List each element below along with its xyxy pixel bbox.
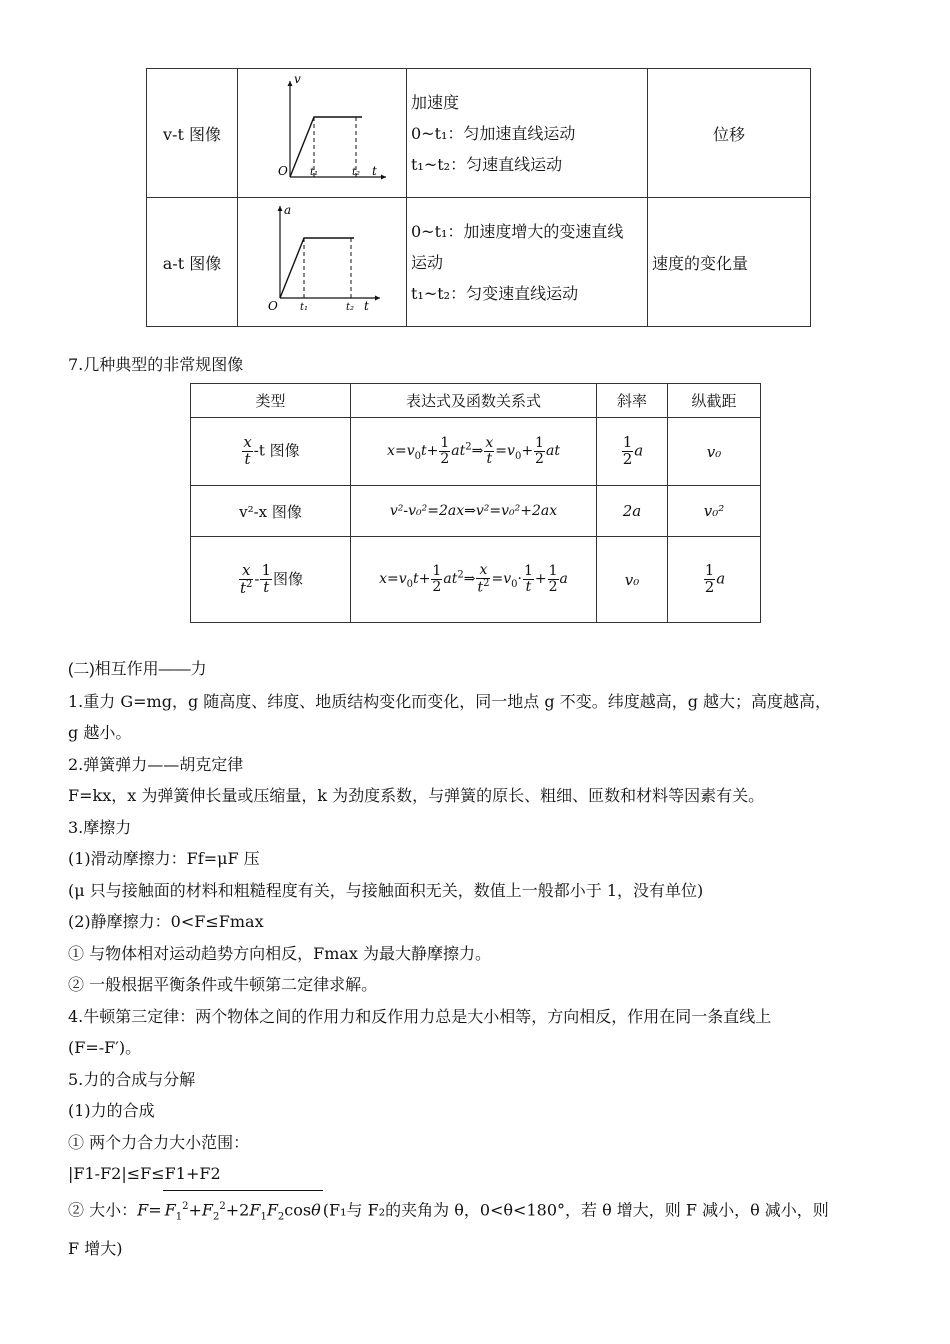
header-intercept: 纵截距: [668, 384, 761, 418]
vt-desc: 加速度 0~t₁：匀加速直线运动 t₁~t₂：匀速直线运动: [407, 69, 648, 198]
para-2-hooke: F=kx，x 为弹簧伸长量或压缩量，k 为劲度系数，与弹簧的原长、粗细、匝数和材料等因素有关。: [68, 786, 765, 805]
at-y-label: a: [284, 203, 292, 217]
vt-origin: O: [278, 164, 288, 178]
row3-type: $\frac{x}{t^2}$ - $\frac{1}{t}$ 图像: [191, 537, 351, 623]
row-vt-name: v-t 图像: [147, 69, 238, 198]
row1-slope: $\frac{1}{2}$ a: [597, 418, 668, 486]
header-slope: 斜率: [597, 384, 668, 418]
para-3-circle2: ② 一般根据平衡条件或牛顿第二定律求解。: [68, 975, 378, 994]
at-graph-svg: [238, 198, 406, 322]
vt-t2: t₂: [352, 167, 361, 178]
row3-expr: $x=v_0t+$ $\frac{1}{2}$ $at^2\Rightarrow$ $\frac{x}{t^2}$ $=v_0\cdot$ $\frac{1}{t}$ + $\frac{1}{2}$ a: [351, 537, 597, 623]
para-3-mu: (μ 只与接触面的材料和粗糙程度有关，与接触面积无关，数值上一般都小于 1，没有单位): [68, 880, 704, 900]
row2-slope: 2a: [597, 486, 668, 537]
para-4b: (F=-F′)。: [68, 1038, 142, 1057]
para-1b: g 越小。: [68, 723, 132, 742]
para-3-2: (2)静摩擦力：0<F≤Fmax: [68, 912, 264, 931]
vt-area: 位移: [648, 69, 811, 198]
at-desc: 0~t₁：加速度增大的变速直线 运动 t₁~t₂：匀变速直线运动: [407, 198, 648, 327]
at-x-label: t: [364, 299, 369, 313]
row3-intercept: $\frac{1}{2}$ a: [668, 537, 761, 623]
row1-type: $\frac{x}{t}$ -t 图像: [191, 418, 351, 486]
row1-expr: $x=v_0t+$ $\frac{1}{2}$ $at^2\Rightarrow$ $\frac{x}{t}$ $=v_0+$ $\frac{1}{2}$ at: [351, 418, 597, 486]
para-5-range: |F1-F2|≤F≤F1+F2: [68, 1164, 221, 1183]
section2-heading: (二)相互作用——力: [68, 661, 207, 678]
vt-t1: t₁: [310, 167, 319, 178]
at-t2: t₂: [346, 302, 355, 313]
row3-slope: v₀: [597, 537, 668, 623]
para-5-circle1: ① 两个力合力大小范围：: [68, 1132, 250, 1152]
vt-graph-svg: [238, 69, 406, 193]
graph-table: [146, 68, 811, 327]
row2-type: v²-x 图像: [191, 486, 351, 537]
para-5-1: (1)力的合成: [68, 1101, 155, 1120]
row2-expr: v²-v₀²=2ax⇒v²=v₀²+2ax: [351, 486, 597, 537]
section7-title: 7.几种典型的非常规图像: [68, 355, 244, 374]
vt-y-label: v: [294, 72, 301, 86]
para-2: 2.弹簧弹力——胡克定律: [68, 754, 244, 774]
para-3-circle1: ① 与物体相对运动趋势方向相反，Fmax 为最大静摩擦力。: [68, 943, 492, 963]
para-5-end: F 增大): [68, 1238, 123, 1258]
header-type: 类型: [191, 384, 351, 418]
vt-x-label: t: [372, 164, 377, 178]
at-origin: O: [268, 299, 278, 313]
header-expr: 表达式及函数关系式: [351, 384, 597, 418]
at-graph: [238, 198, 407, 327]
vt-graph: [238, 69, 407, 198]
row-at-name: a-t 图像: [147, 198, 238, 327]
nonstandard-graph-table: [190, 383, 761, 623]
para-5: 5.力的合成与分解: [68, 1069, 196, 1089]
para-1a: 1.重力 G=mg，g 随高度、纬度、地质结构变化而变化，同一地点 g 不变。纬度越高，g 越大；高度越高，: [68, 691, 832, 711]
para-4a: 4.牛顿第三定律：两个物体之间的作用力和反作用力总是大小相等，方向相反，作用在同一条直线上: [68, 1006, 772, 1026]
para-5-circle2: ② 大小：$F= F_1^2+F_2^2+2F_1F_2\cos\theta$ (F₁与 F₂的夹角为 θ，0<θ<180°，若 θ 增大，则 F 减小，θ 减小，则: [68, 1190, 898, 1233]
row1-intercept: v₀: [668, 418, 761, 486]
at-area: 速度的变化量: [648, 198, 811, 327]
para-3-1: (1)滑动摩擦力：Ff=μF 压: [68, 849, 260, 868]
row2-intercept: v₀²: [668, 486, 761, 537]
section2-body: [68, 654, 898, 1264]
para-3: 3.摩擦力: [68, 817, 132, 837]
at-t1: t₁: [300, 302, 309, 313]
